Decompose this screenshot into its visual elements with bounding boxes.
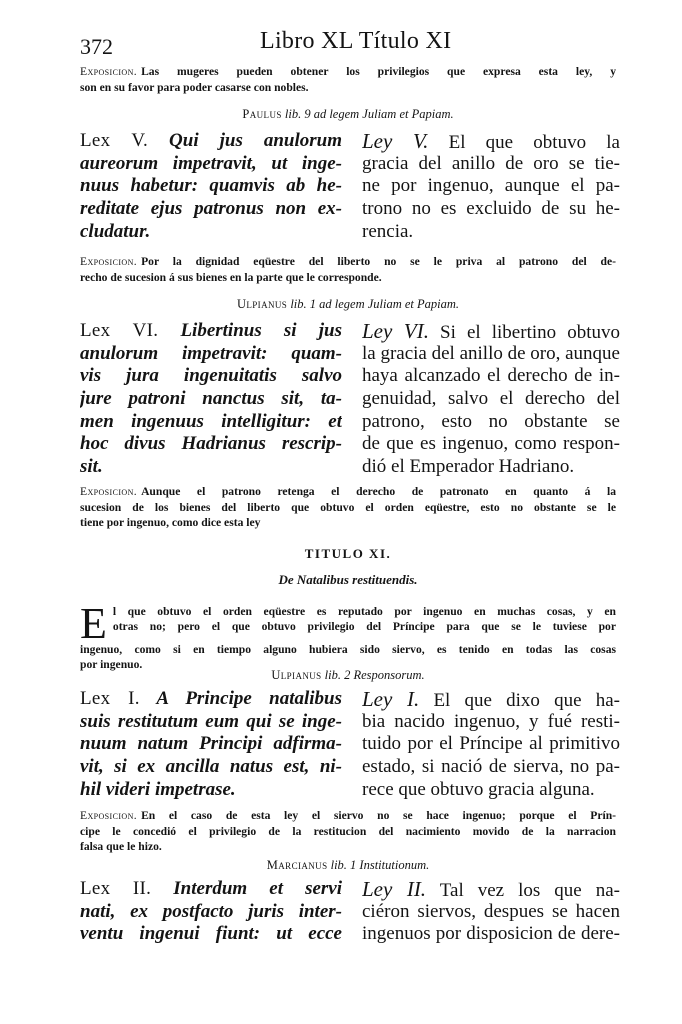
source-citation: Ulpianus lib. 2 Responsorum. bbox=[271, 668, 425, 682]
page-number: 372 bbox=[80, 34, 113, 59]
exposicion-paragraph: Exposicion. Las mugeres pueden obtener los privilegios que expresa esta ley, y son en su favor para poder casarse con nobles. bbox=[80, 65, 616, 94]
ley-label: Ley II. bbox=[362, 878, 427, 901]
exposicion-label: Exposicion. bbox=[80, 485, 138, 498]
lex-label: Lex I. bbox=[80, 688, 140, 709]
ley-label: Ley V. bbox=[362, 130, 429, 153]
exposicion-paragraph: Exposicion. En el caso de esta ley el siervo no se hace ingenuo; porque el Prín- cipe le concedió el privilegio de la restitucion del nacimiento movido de la narracion falsa que le hizo. bbox=[80, 809, 616, 853]
source-citation: Marcianus lib. 1 Institutionum. bbox=[266, 858, 430, 872]
spanish-text-ley-2: Ley II. Tal vez los que na- ciéron siervos, despues se hacen ingenuos por disposicion de dere- bbox=[362, 878, 620, 945]
exposicion-label: Exposicion. bbox=[80, 65, 138, 78]
lex-label: Lex VI. bbox=[80, 320, 159, 341]
source-citation: Ulpianus lib. 1 ad legem Juliam et Papiam. bbox=[236, 297, 460, 311]
source-citation: Paulus lib. 9 ad legem Juliam et Papiam. bbox=[242, 107, 454, 121]
latin-text-lex-2: Lex II. Interdum et servi nati, ex postfacto juris inter- ventu ingenui fiunt: ut ecce bbox=[80, 878, 342, 945]
latin-text-lex-5: Lex V. Qui jus anulorum aureorum impetravit, ut inge- nuus habetur: quamvis ab he- reditate ejus patronus non ex- cludatur. bbox=[80, 130, 342, 242]
page-header bbox=[80, 28, 620, 58]
latin-text-lex-6: Lex VI. Libertinus si jus anulorum impetravit: quam- vis jura ingenuitatis salvo jure patroni nanctus sit, ta- men ingenuus intelligitur: et hoc divus Hadrianus rescrip- sit. bbox=[80, 320, 342, 478]
exposicion-paragraph: Exposicion. Aunque el patrono retenga el derecho de patronato en quanto á la sucesion de los bienes del liberto que obtuvo el orden eqüestre, esto no obstante se le tiene por ingenuo, como dice esta ley bbox=[80, 485, 616, 529]
titulo-subtitle: De Natalibus restituendis. bbox=[278, 572, 418, 587]
spanish-text-ley-5: Ley V. El que obtuvo la gracia del anillo de oro se tie- ne por ingenuo, aunque el pa- trono no es excluido de su he- rencia. bbox=[362, 130, 620, 242]
exposicion-label: Exposicion. bbox=[80, 809, 138, 822]
running-title: Libro XL Título XI bbox=[260, 28, 452, 54]
ley-label: Ley VI. bbox=[362, 320, 429, 343]
spanish-text-ley-6: Ley VI. Si el libertino obtuvo la gracia del anillo de oro, aunque haya alcanzado el derecho de in- genuidad, salvo el derecho del patrono, esto no obstante se de que es ingenuo, como respon- dió el Emperador Hadriano. bbox=[362, 320, 620, 478]
ley-label: Ley I. bbox=[362, 688, 420, 711]
intro-paragraph: E l que obtuvo el orden eqüestre es reputado por ingenuo en muchas cosas, y en otras no; pero el que obtuvo privilegio del Príncipe para que se le tuviese por ingenuo, como si en tiempo alguno hubiera sido siervo, es tenido en todas las cosas por ingenuo. bbox=[80, 599, 616, 671]
lex-label: Lex II. bbox=[80, 878, 152, 899]
spanish-text-ley-1: Ley I. El que dixo que ha- bia nacido ingenuo, y fué resti- tuido por el Príncipe al primitivo estado, si nació de sierva, no pa- rece que obtuvo gracia alguna. bbox=[362, 688, 620, 800]
drop-cap: E bbox=[80, 599, 107, 648]
titulo-heading: TITULO XI. bbox=[304, 546, 392, 561]
latin-text-lex-1: Lex I. A Principe natalibus suis restitutum eum qui se inge- nuum natum Principi adfirma- vit, si ex ancilla natus est, ni- hil videri impetrase. bbox=[80, 688, 342, 800]
exposicion-label: Exposicion. bbox=[80, 255, 138, 268]
exposicion-paragraph: Exposicion. Por la dignidad eqüestre del liberto no se le priva al patrono del de- recho de sucesion á sus bienes en la parte que le corresponde. bbox=[80, 255, 616, 284]
lex-label: Lex V. bbox=[80, 130, 149, 151]
